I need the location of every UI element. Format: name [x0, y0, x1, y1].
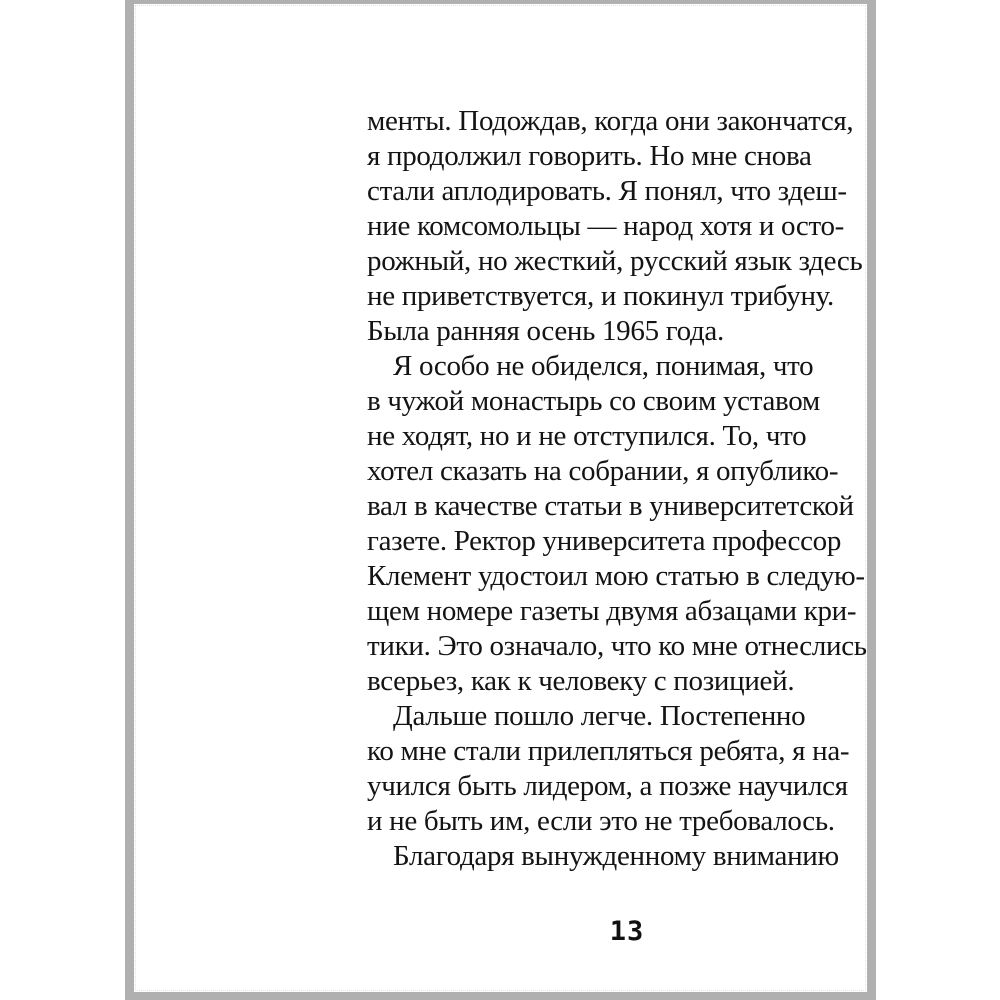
text-line: стали аплодировать. Я понял, что здеш-: [367, 175, 847, 207]
text-line: я продолжил говорить. Но мне снова: [367, 140, 812, 172]
text-line: Благодаря вынужденному вниманию: [393, 840, 839, 872]
text-line: всерьез, как к человеку с позицией.: [367, 665, 795, 697]
text-line: не приветствуется, и покинул трибуну.: [367, 280, 834, 312]
page-number: 13: [609, 916, 645, 947]
text-line: Я особо не обиделся, понимая, что: [393, 350, 814, 382]
text-line: вал в качестве статьи в университетской: [367, 490, 854, 522]
text-line: ко мне стали прилепляться ребята, я на-: [367, 735, 850, 767]
text-line: Клемент удостоил мою статью в следую-: [367, 560, 865, 592]
text-line: учился быть лидером, а позже научился: [367, 770, 848, 802]
text-line: менты. Подождав, когда они закончатся,: [367, 105, 854, 137]
page-text: [367, 104, 887, 874]
text-line: хотел сказать на собрании, я опублико-: [367, 455, 839, 487]
text-line: и не быть им, если это не требовалось.: [367, 805, 835, 837]
text-line: не ходят, но и не отступился. То, что: [367, 420, 807, 452]
text-line: тики. Это означало, что ко мне отнеслись: [367, 630, 867, 662]
text-line: газете. Ректор университета профессор: [367, 525, 842, 557]
text-line: Дальше пошло легче. Постепенно: [393, 700, 806, 732]
text-line: рожный, но жесткий, русский язык здесь: [367, 245, 863, 277]
text-line: щем номере газеты двумя абзацами кри-: [367, 595, 857, 627]
text-line: в чужой монастырь со своим уставом: [367, 385, 820, 417]
text-line: Была ранняя осень 1965 года.: [367, 315, 724, 347]
book-page: [125, 0, 876, 1000]
text-line: ние комсомольцы — народ хотя и осто-: [367, 210, 845, 242]
